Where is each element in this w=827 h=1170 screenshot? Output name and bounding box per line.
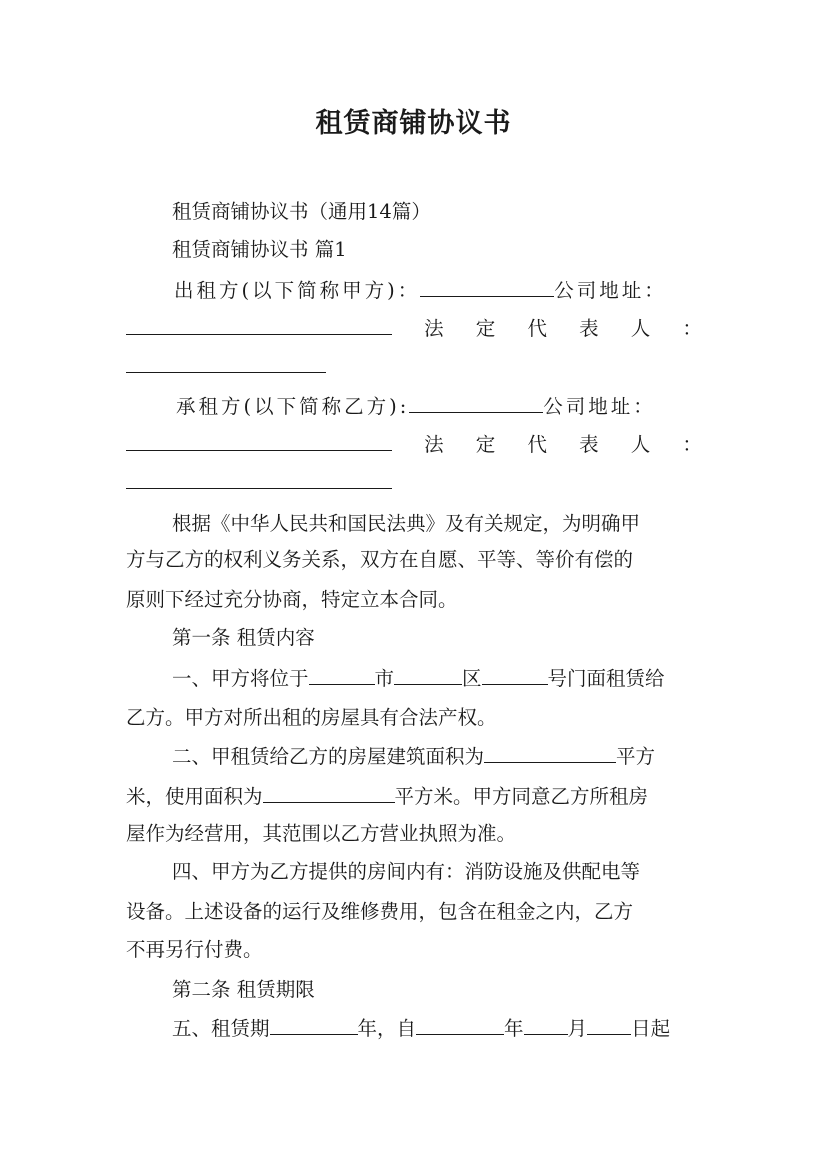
usable-area-blank[interactable] <box>263 782 395 803</box>
intro-line: 原则下经过充分协商，特定立本合同。 <box>126 588 458 611</box>
clause-text: 平方米。甲方同意乙方所租房 <box>394 785 649 808</box>
clause-4-line-2: 设备。上述设备的运行及维修费用，包含在租金之内，乙方 <box>126 900 634 923</box>
lessor-rep-blank-line <box>126 352 702 380</box>
rep-char: 定 <box>475 317 496 340</box>
start-day-blank[interactable] <box>587 1014 631 1035</box>
lessee-label: 承租方(以下简称乙方): <box>176 395 410 418</box>
lessor-label: 出租方(以下简称甲方)： <box>174 279 421 302</box>
clause-text: 月 <box>567 1017 588 1040</box>
clause-1-line-2: 乙方。甲方对所出租的房屋具有合法产权。 <box>126 706 497 729</box>
start-month-blank[interactable] <box>524 1014 568 1035</box>
document-title: 租赁商铺协议书 <box>315 108 512 139</box>
city-blank[interactable] <box>309 664 375 685</box>
clause-text: 年，自 <box>357 1017 417 1040</box>
clause-text: 市 <box>374 667 395 690</box>
rep-char: 代 <box>527 317 547 340</box>
clause-4-line-1: 四、甲方为乙方提供的房间内有：消防设施及供配电等 <box>172 860 641 883</box>
lessor-address-label: 公司地址： <box>554 279 667 302</box>
rep-char: ： <box>682 433 702 456</box>
lessee-line <box>126 392 702 420</box>
clause-text: 平方 <box>616 745 656 768</box>
rep-char: 表 <box>579 433 599 456</box>
clause-text: 区 <box>462 667 482 690</box>
lessee-rep-blank-line <box>126 468 702 496</box>
rep-char: 人 <box>630 317 651 340</box>
intro-line: 方与乙方的权利义务关系，双方在自愿、平等、等价有偿的 <box>126 548 634 571</box>
start-year-blank[interactable] <box>416 1014 504 1035</box>
lessor-rep-line <box>126 314 702 342</box>
lessee-address-blank[interactable] <box>126 430 392 451</box>
clause-5-line-1 <box>126 1014 702 1042</box>
lessor-address-blank[interactable] <box>126 314 392 335</box>
clause-2-line-3: 屋作为经营用，其范围以乙方营业执照为准。 <box>126 822 517 845</box>
article-2-title: 第二条 租赁期限 <box>172 978 315 1001</box>
rep-char: 人 <box>630 433 651 456</box>
intro-line: 根据《中华人民共和国民法典》及有关规定，为明确甲 <box>172 512 641 535</box>
lessor-rep-blank[interactable] <box>126 352 326 373</box>
rep-char: ： <box>682 317 702 340</box>
rep-char: 表 <box>579 317 599 340</box>
lessee-address-label: 公司地址： <box>543 395 656 418</box>
document-subtitle: 租赁商铺协议书（通用14篇） <box>172 200 431 223</box>
clause-text: 一、甲方将位于 <box>172 667 309 690</box>
article-1-title: 第一条 租赁内容 <box>172 626 315 649</box>
lessee-rep-blank[interactable] <box>126 468 392 489</box>
clause-1-line-1 <box>126 664 702 692</box>
clause-text: 号门面租赁给 <box>547 667 665 690</box>
rep-char: 法 <box>424 317 444 340</box>
clause-text: 日起 <box>631 1017 671 1040</box>
rep-char: 定 <box>475 433 496 456</box>
lessor-line <box>126 276 702 304</box>
clause-text: 米，使用面积为 <box>126 785 263 808</box>
clause-4-line-3: 不再另行付费。 <box>126 938 263 961</box>
clause-text: 年 <box>504 1017 524 1040</box>
clause-text: 五、租赁期 <box>172 1017 270 1040</box>
clause-text: 二、甲租赁给乙方的房屋建筑面积为 <box>172 745 485 768</box>
section-heading: 租赁商铺协议书 篇1 <box>172 238 347 261</box>
lessor-name-blank[interactable] <box>420 276 554 297</box>
district-blank[interactable] <box>394 664 462 685</box>
lessee-rep-line <box>126 430 702 458</box>
clause-2-line-1 <box>126 742 702 770</box>
lease-years-blank[interactable] <box>270 1014 358 1035</box>
clause-2-line-2 <box>126 782 702 810</box>
rep-char: 代 <box>527 433 547 456</box>
number-blank[interactable] <box>482 664 548 685</box>
lessee-name-blank[interactable] <box>409 392 543 413</box>
building-area-blank[interactable] <box>484 742 616 763</box>
rep-char: 法 <box>424 433 444 456</box>
